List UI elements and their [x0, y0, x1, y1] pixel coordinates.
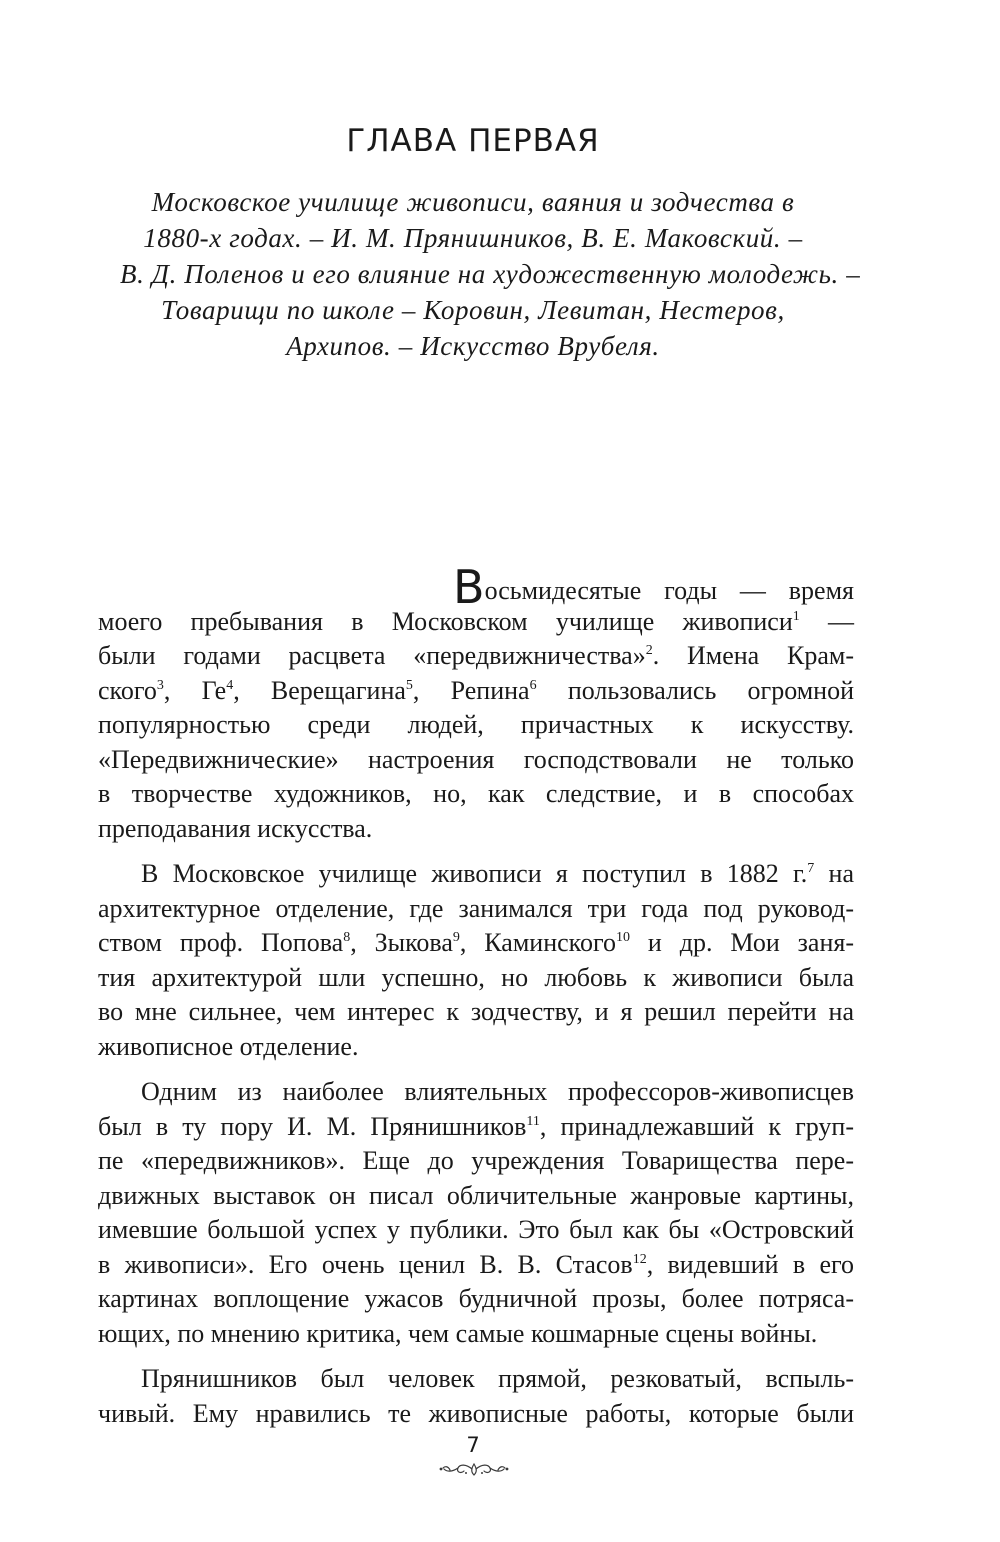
- paragraph-2: [98, 857, 854, 1064]
- footnote-ref[interactable]: 6: [529, 677, 537, 693]
- text-line: Прянишников был человек прямой, резковатый, вспыль-: [141, 1364, 854, 1393]
- text-span: ского: [98, 675, 157, 705]
- text-span: и др. Мои заня-: [630, 928, 854, 957]
- text-line: чивый. Ему нравились те живописные работы, которые были: [98, 1398, 854, 1428]
- summary-line: Товарищи по школе – Коровин, Левитан, Нестеров,: [161, 295, 785, 325]
- text-line: ющих, по мнению критика, чем самые кошмарные сцены войны.: [98, 1318, 818, 1348]
- text-line: тия архитектурой шли успешно, но любовь к живописи была: [98, 962, 854, 992]
- text-line: [98, 1248, 854, 1283]
- text-span: , Ге: [163, 675, 227, 705]
- paragraph-3: [98, 1075, 854, 1351]
- text-line: «Передвижнические» настроения господствовали не только: [98, 744, 854, 774]
- text-line: [98, 1110, 854, 1145]
- text-span: был в ту пору И. М. Прянишников: [98, 1111, 527, 1141]
- footnote-ref[interactable]: 2: [645, 643, 653, 658]
- chapter-title: ГЛАВА ПЕРВАЯ: [346, 123, 600, 159]
- text-line: картинах воплощение ужасов будничной прозы, более потряса-: [98, 1284, 854, 1313]
- footnote-ref[interactable]: 11: [526, 1113, 540, 1129]
- text-span: в живописи». Его очень ценил В. В. Стасов: [98, 1249, 633, 1279]
- text-line: [98, 639, 854, 674]
- text-span: —: [799, 606, 854, 636]
- text-span: В Московское училище живописи я поступил в 1882 г.: [141, 859, 808, 888]
- text-span: , Каминского: [459, 928, 616, 957]
- text-span: осьмидесятые годы — время: [484, 576, 854, 605]
- footnote-ref[interactable]: 1: [792, 608, 800, 624]
- text-line: движных выставок он писал обличительные жанровые картины,: [98, 1180, 854, 1210]
- footnote-ref[interactable]: 4: [226, 677, 234, 693]
- text-span: , видевший в его: [646, 1249, 855, 1279]
- text-span: были годами расцвета «передвижничества»: [98, 641, 646, 670]
- text-line: [98, 674, 854, 709]
- text-line: [98, 857, 854, 892]
- paragraph-1: [98, 560, 854, 846]
- chapter-summary: [120, 184, 861, 364]
- text-span: моего пребывания в Московском училище живописи: [98, 606, 793, 636]
- text-span: . Имена Крам-: [652, 641, 854, 670]
- text-span: на: [814, 859, 854, 888]
- paragraph-4: [98, 1362, 854, 1431]
- text-line: во мне сильнее, чем интерес к зодчеству, и я решил перейти на: [98, 997, 854, 1026]
- text-span: , Верещагина: [233, 675, 406, 705]
- text-span: , принадлежавший к груп-: [539, 1111, 855, 1141]
- footnote-ref[interactable]: 3: [156, 677, 164, 693]
- footnote-ref[interactable]: 7: [807, 861, 815, 876]
- text-line: [98, 926, 854, 961]
- text-line: архитектурное отделение, где занимался три года под руковод-: [98, 893, 854, 923]
- text-line: преподавания искусства.: [98, 813, 373, 843]
- text-span: пользовались огромной: [536, 675, 854, 705]
- summary-line: 1880-х годах. – И. М. Прянишников, В. Е. Маковский. –: [143, 223, 803, 253]
- text-line: популярностью среди людей, причастных к искусству.: [98, 710, 854, 739]
- text-line: [98, 560, 854, 614]
- text-line: пе «передвижников». Еще до учреждения Товарищества пере-: [98, 1146, 854, 1175]
- summary-line: Архипов. – Искусство Врубеля.: [286, 331, 660, 361]
- text-line: Одним из наиболее влиятельных профессоров-живописцев: [141, 1077, 854, 1106]
- text-span: , Зыкова: [350, 928, 453, 957]
- footnote-ref[interactable]: 8: [343, 930, 351, 945]
- summary-line: В. Д. Поленов и его влияние на художественную молодежь. –: [120, 259, 861, 289]
- text-line: живописное отделение.: [98, 1031, 359, 1061]
- page-number: 7: [466, 1433, 480, 1457]
- text-line: в творчестве художников, но, как следствие, и в способах: [98, 779, 854, 808]
- footnote-ref[interactable]: 5: [405, 677, 413, 693]
- drop-cap: В: [453, 560, 485, 614]
- text-line: имевшие большой успех у публики. Это был как бы «Островский: [98, 1215, 854, 1244]
- footnote-ref[interactable]: 12: [632, 1251, 647, 1267]
- footnote-ref[interactable]: 10: [616, 930, 630, 945]
- footnote-ref[interactable]: 9: [452, 930, 460, 945]
- text-line: [98, 605, 854, 640]
- text-span: ством проф. Попова: [98, 928, 344, 957]
- body-text: [98, 560, 855, 1431]
- floral-ornament-icon: [438, 1460, 510, 1478]
- text-span: , Репина: [412, 675, 530, 705]
- summary-line: Московское училище живописи, ваяния и зодчества в: [151, 187, 795, 217]
